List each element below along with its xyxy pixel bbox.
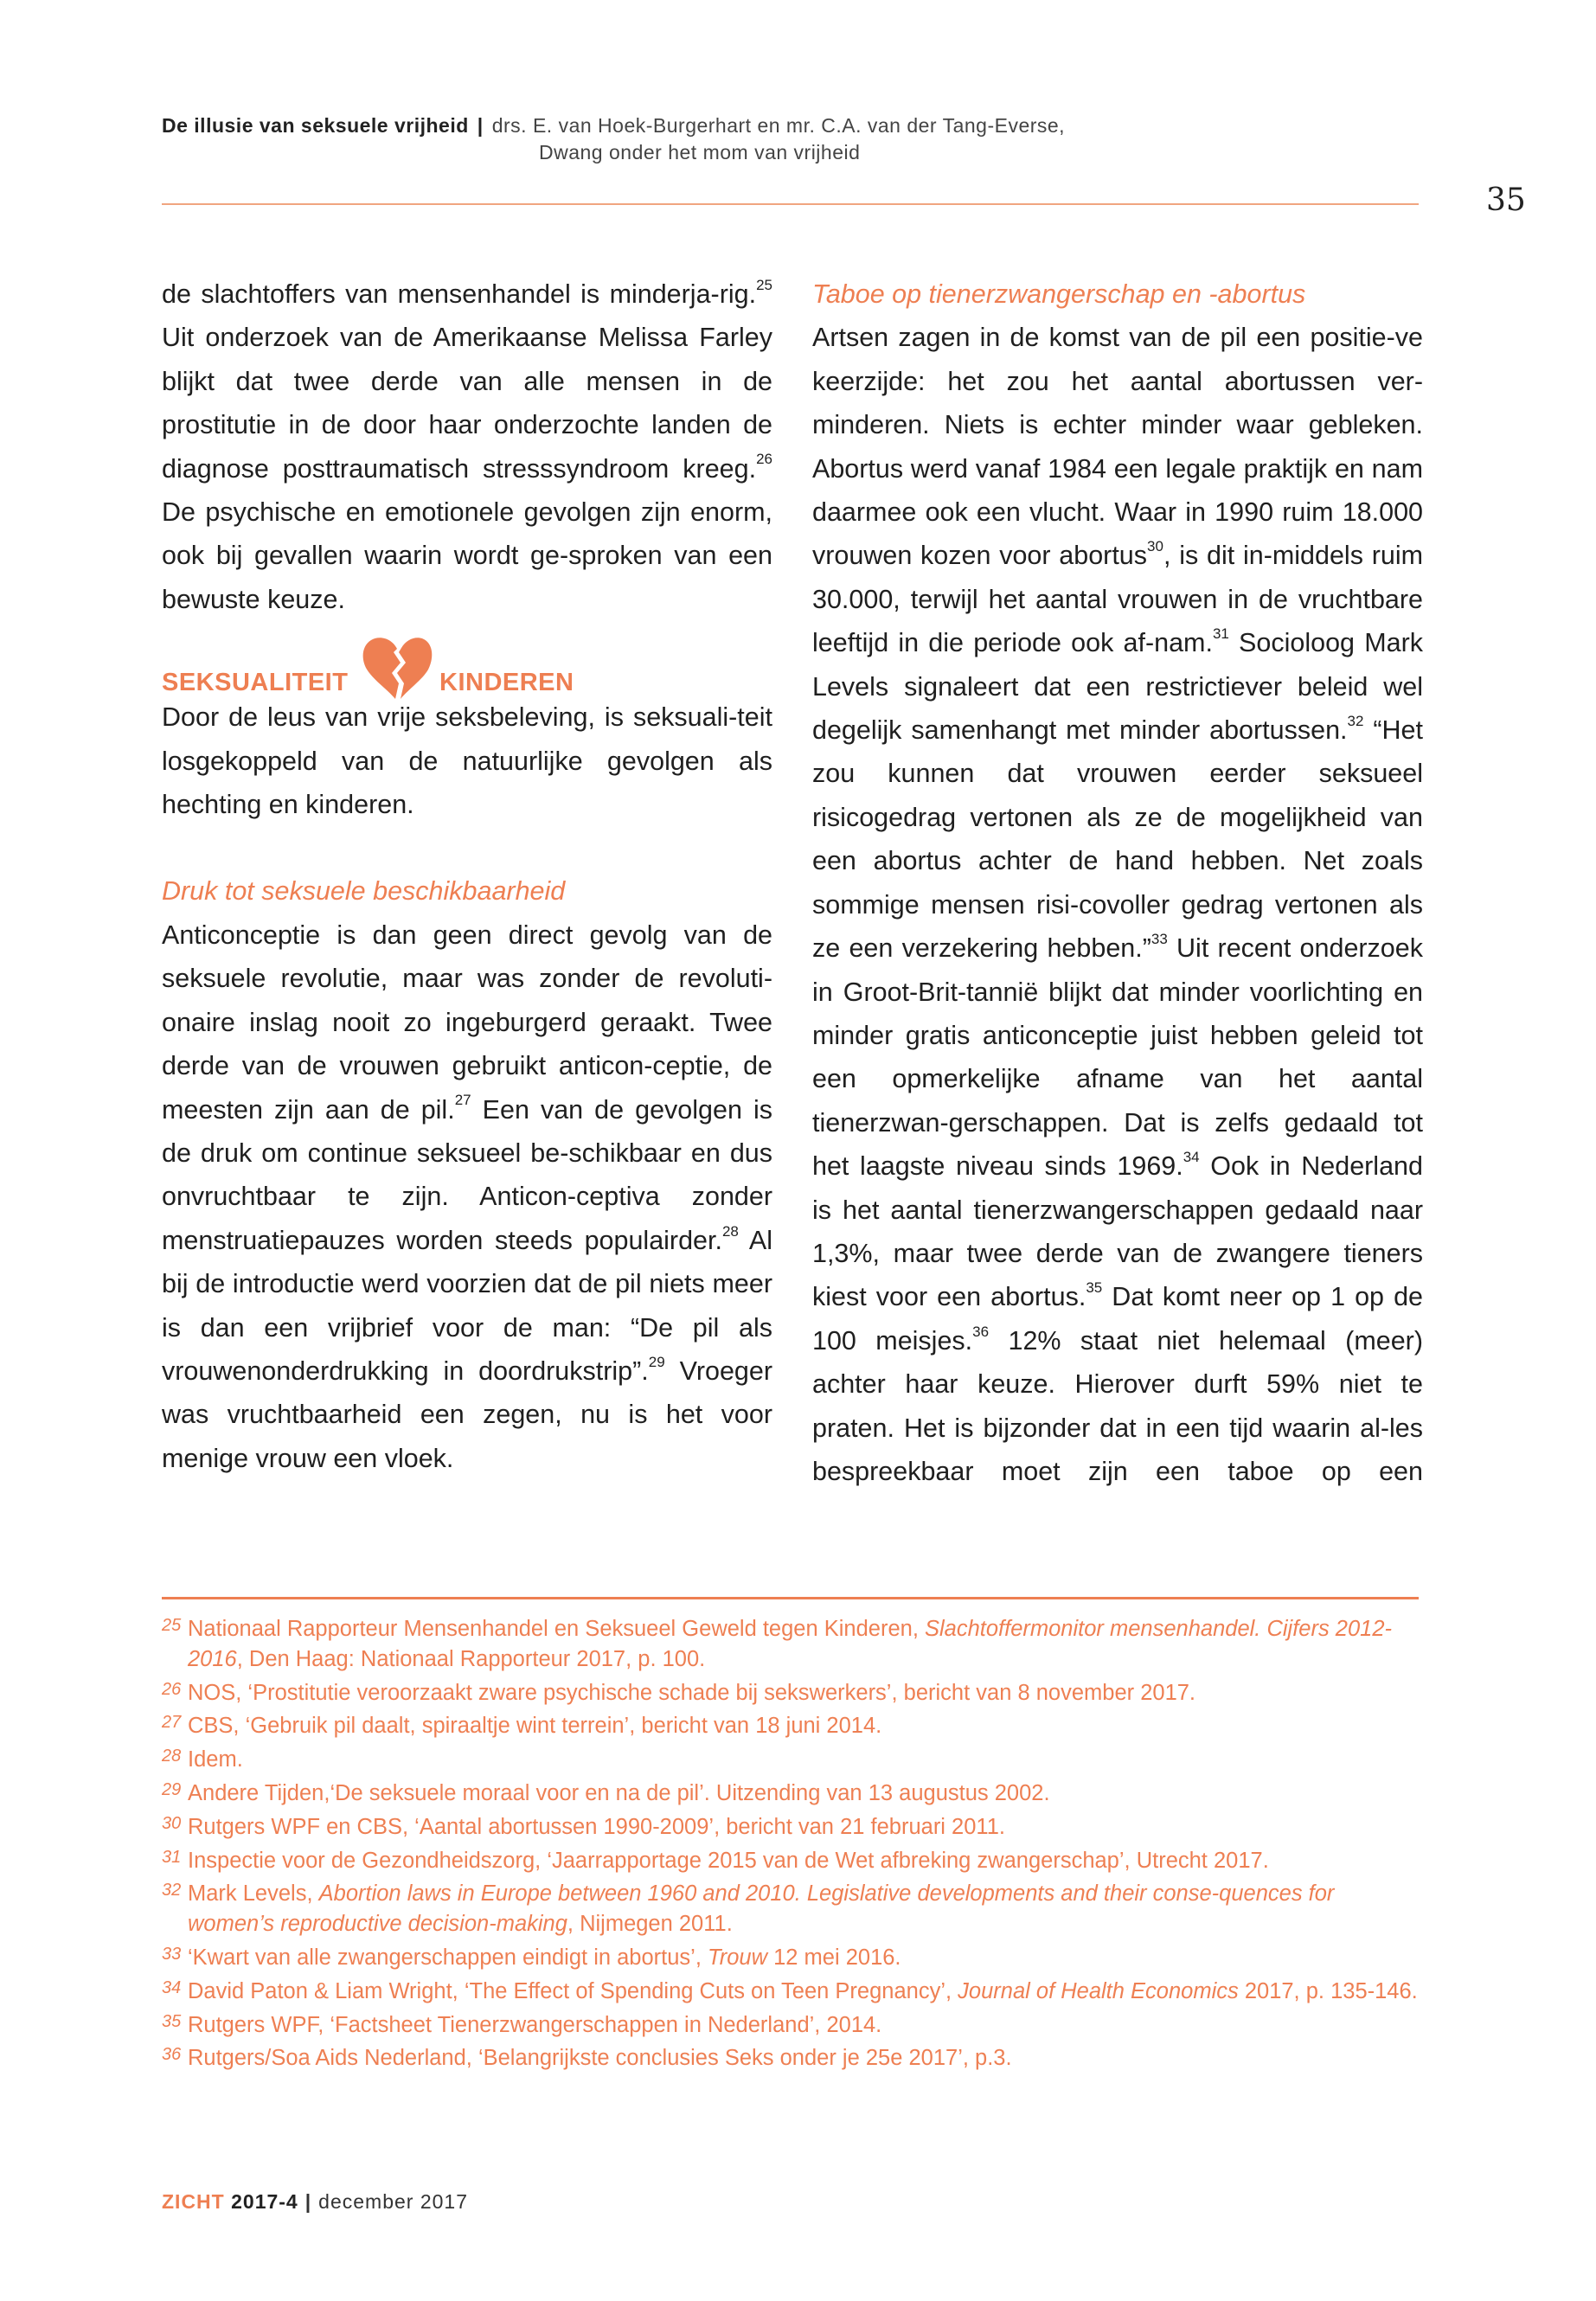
section-heading	[162, 644, 772, 695]
footnote-ref: 32	[1347, 712, 1364, 729]
footnote-title: Trouw	[708, 1945, 767, 1970]
broken-heart-icon	[361, 635, 433, 701]
footer-separator: |	[304, 2190, 312, 2213]
footnote-ref: 28	[721, 1222, 739, 1240]
issue-date: december 2017	[318, 2190, 469, 2213]
text-run: , is dit in-middels ruim 30.000, terwijl het aantal vrouwen in de vruchtbare leeftijd in die periode ook af-nam.	[812, 541, 1424, 658]
paragraph: Door de leus van vrije seksbeleving, is seksuali-teit losgekoppeld van de natuurlijke gevolgen als hechting en kinderen.	[162, 702, 772, 820]
page-footer	[162, 2190, 468, 2214]
footnote	[162, 1708, 1425, 1741]
footnote-number: 27	[162, 1713, 182, 1733]
footnote-number: 25	[162, 1616, 182, 1635]
left-column	[162, 272, 772, 1480]
header-authors: drs. E. van Hoek-Burgerhart en mr. C.A. van der Tang-Everse,	[491, 114, 1066, 137]
footnote-number: 29	[162, 1779, 182, 1799]
footnote-ref: 33	[1151, 930, 1168, 947]
running-header	[162, 112, 1416, 163]
footnote	[162, 1843, 1425, 1876]
footnotes-rule	[162, 1597, 1419, 1599]
footnote-ref: 36	[972, 1323, 990, 1340]
footnote	[162, 1611, 1425, 1675]
footnote-ref: 25	[756, 276, 772, 293]
header-separator: |	[477, 114, 484, 137]
footnote-text: Rutgers WPF, ‘Factsheet Tienerzwangerschappen in Nederland’, 2014.	[188, 2012, 882, 2037]
publication-title: De illusie van seksuele vrijheid	[162, 114, 469, 137]
footnote-number: 32	[162, 1881, 182, 1900]
subheading: Taboe op tienerzwangerschap en -abortus	[812, 279, 1306, 309]
footnote-ref: 29	[648, 1353, 665, 1370]
footnote-number: 33	[162, 1944, 182, 1964]
footnote	[162, 1741, 1425, 1775]
footnote-title: Abortion laws in Europe between 1960 and 2010. Legislative developments and their conse-quences for women’s reproductive decision-making	[188, 1881, 1335, 1937]
footnote-ref: 26	[756, 451, 772, 468]
footnote-text: 2017, p. 135-146.	[1238, 1978, 1418, 2003]
footnote	[162, 1875, 1425, 1939]
paragraph	[812, 316, 1423, 1493]
issue-number: 2017-4	[231, 2190, 298, 2213]
footnote-number: 34	[162, 1977, 182, 1997]
footnote	[162, 2040, 1425, 2073]
footnote	[162, 1775, 1425, 1809]
magazine-name: ZICHT	[162, 2190, 225, 2213]
footnote-number: 28	[162, 1747, 182, 1766]
footnote-text: Nationaal Rapporteur Mensenhandel en Seksueel Geweld tegen Kinderen,	[188, 1617, 925, 1641]
footnote-ref: 35	[1086, 1279, 1103, 1297]
text-run: Al bij de introductie werd voorzien dat de pil niets meer is dan een vrijbrief voor de man: “De pil als vrouwenonderdrukking in doordrukstrip”.	[162, 1225, 772, 1386]
footnote-number: 36	[162, 2045, 182, 2065]
footnote	[162, 1809, 1425, 1843]
footnote-text: , Nijmegen 2011.	[567, 1912, 733, 1937]
subheading: Druk tot seksuele beschikbaarheid	[162, 876, 566, 907]
paragraph	[162, 272, 772, 621]
text-run: Uit onderzoek van de Amerikaanse Melissa Farley blijkt dat twee derde van alle mensen in de prostitutie in de door haar onderzochte landen de diagnose posttraumatisch stresssyndroom kreeg.	[162, 323, 772, 484]
text-run: Artsen zagen in de komst van de pil een positie-ve keerzijde: het zou het aantal abortussen ver-minderen. Niets is echter minder waar gebleken. Abortus werd vanaf 1984 een legale praktijk en nam daarmee ook een vlucht. Waar in 1990 ruim 18.000 vrouwen kozen voor abortus	[812, 323, 1423, 571]
footnote-number: 30	[162, 1813, 182, 1833]
text-run: Ook in Nederland is het aantal tienerzwangerschappen gedaald naar 1,3%, maar twee derde van de zwangere tieners kiest voor een abortus.	[812, 1151, 1423, 1312]
footnote-text: ‘Kwart van alle zwangerschappen eindigt in abortus’,	[188, 1945, 708, 1970]
footnote-text: Idem.	[188, 1747, 243, 1772]
text-run: Dat komt neer op 1 op de 100 meisjes.	[812, 1282, 1424, 1356]
text-run: Uit recent onderzoek in Groot-Brit-tannië blijkt dat minder voorlichting en minder gratis anticonceptie juist hebben geleid tot een opmerkelijke afname van het aantal tienerzwan-gerschappen. Dat is zelfs gedaald tot het laagste niveau sinds 1969.	[812, 933, 1423, 1182]
footnote-text: NOS, ‘Prostitutie veroorzaakt zware psychische schade bij sekswerkers’, bericht van 8 november 2017.	[188, 1680, 1196, 1705]
footnotes	[162, 1611, 1425, 2073]
section-heading-left: SEKSUALITEIT	[162, 669, 349, 697]
text-run: de slachtoffers van mensenhandel is minderja-rig.	[162, 279, 757, 309]
footnote-text: 12 mei 2016.	[767, 1945, 901, 1970]
footnote-text: Rutgers WPF en CBS, ‘Aantal abortussen 1990-2009’, bericht van 21 februari 2011.	[188, 1814, 1005, 1839]
footnote	[162, 2007, 1425, 2041]
footnote-text: Rutgers/Soa Aids Nederland, ‘Belangrijkste conclusies Seks onder je 25e 2017’, p.3.	[188, 2046, 1012, 2071]
footnote-number: 35	[162, 2011, 182, 2031]
text-run: “Het zou kunnen dat vrouwen eerder seksueel risicogedrag vertonen als ze de mogelijkheid van een abortus achter de hand hebben. Net zoals sommige mensen risi-covoller gedrag vertonen als ze een verzekering hebben.”	[812, 715, 1423, 964]
footnote-ref: 30	[1147, 538, 1163, 555]
footnote-ref: 34	[1183, 1148, 1200, 1165]
header-subtitle: Dwang onder het mom van vrijheid	[539, 141, 861, 163]
footnote-text: Inspectie voor de Gezondheidszorg, ‘Jaarrapportage 2015 van de Wet afbreking zwangerschap’, Utrecht 2017.	[188, 1848, 1269, 1873]
right-column	[812, 272, 1423, 1493]
footnote-number: 26	[162, 1679, 182, 1699]
footnote	[162, 1973, 1425, 2007]
footnote-number: 31	[162, 1847, 182, 1867]
footnote-ref: 27	[454, 1092, 471, 1109]
footnote-title: Journal of Health Economics	[958, 1978, 1239, 2003]
text-run: 12% staat niet helemaal (meer) achter haar keuze. Hierover durft 59% niet te praten. Het is bijzonder dat in een tijd waarin al-les bespreekbaar moet zijn een taboe op een	[812, 1325, 1423, 1486]
text-run: De psychische en emotionele gevolgen zijn enorm, ook bij gevallen waarin wordt ge-sproken van een bewuste keuze.	[162, 497, 772, 614]
footnote-text: Andere Tijden,‘De seksuele moraal voor en na de pil’. Uitzending van 13 augustus 2002.	[188, 1780, 1050, 1805]
page-number: 35	[1486, 183, 1526, 218]
footnote	[162, 1675, 1425, 1708]
text-run: Vroeger was vruchtbaarheid een zegen, nu is het voor menige vrouw een vloek.	[162, 1356, 772, 1473]
text-run: Anticonceptie is dan geen direct gevolg van de seksuele revolutie, maar was zonder de revoluti-onaire inslag nooit zo ingeburgerd geraakt. Twee derde van de vrouwen gebruikt anticon-ceptie, de meesten zijn aan de pil.	[162, 920, 772, 1125]
text-run: Een van de gevolgen is de druk om continue seksueel be-schikbaar en dus onvruchtbaar te zijn. Anticon-ceptiva zonder menstruatiepauzes worden steeds populairder.	[162, 1094, 772, 1255]
footnote-text: CBS, ‘Gebruik pil daalt, spiraaltje wint terrein’, bericht van 18 juni 2014.	[188, 1714, 882, 1739]
footnote-text: , Den Haag: Nationaal Rapporteur 2017, p. 100.	[236, 1646, 706, 1671]
header-rule	[162, 203, 1419, 205]
footnote-ref: 31	[1212, 625, 1229, 643]
section-heading-right: KINDEREN	[439, 669, 574, 697]
text-run: Socioloog Mark Levels signaleert dat een restrictiever beleid wel degelijk samenhangt met minder abortussen.	[812, 628, 1423, 746]
footnote-text: Mark Levels,	[188, 1881, 319, 1907]
paragraph	[162, 913, 772, 1480]
footnote	[162, 1939, 1425, 1973]
footnote-text: David Paton & Liam Wright, ‘The Effect of Spending Cuts on Teen Pregnancy’,	[188, 1978, 958, 2003]
footnote-title: Slachtoffermonitor mensenhandel. Cijfers 2012-2016	[188, 1617, 1393, 1671]
